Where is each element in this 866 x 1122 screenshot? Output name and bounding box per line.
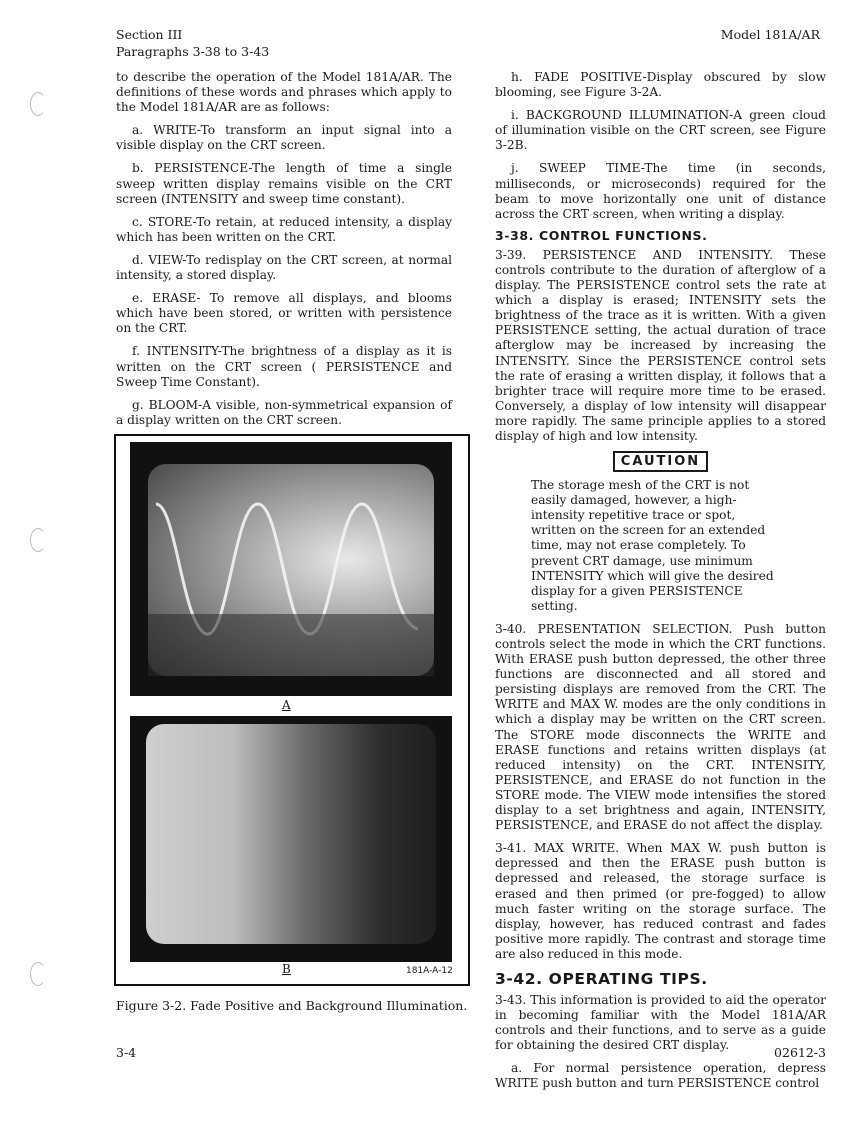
definition-background-illumination: i. BACKGROUND ILLUMINATION-A green cloud of illumination visible on the CRT screen, see Figure 3-2B.	[495, 108, 826, 153]
crt-photo-a	[130, 442, 452, 696]
header-model: Model 181A/AR	[720, 27, 820, 42]
definition-intensity: f. INTENSITY-The brightness of a display as it is written on the CRT screen ( PERSISTENCE and Sweep Time Constant).	[116, 344, 452, 389]
definition-view: d. VIEW-To redisplay on the CRT screen, at normal intensity, a stored display.	[116, 252, 452, 283]
left-column	[116, 70, 452, 428]
definition-sweep-time: j. SWEEP TIME-The time (in seconds, milliseconds, or microseconds) required for the beam to move horizontally one unit of distance across the CRT screen, when writing a display.	[495, 161, 826, 221]
caution-text: The storage mesh of the CRT is not easily damaged, however, a high-intensity repetitive trace or spot, written on the screen for an extended time, may not erase completely. To prevent CRT damage, use minimum INTENSITY which will give the desired display for a given PERSISTENCE setting.	[531, 478, 774, 613]
paragraph-3-41: 3-41. MAX WRITE. When MAX W. push button is depressed and then the ERASE push button is depressed and released, the storage surface is erased and then primed (or pre-fogged) to allow much faster writing on the storage surface. The display, however, has reduced contrast and fades positive more rapidly. The contrast and storage time are also reduced in this mode.	[495, 841, 826, 961]
caution-banner	[495, 450, 826, 472]
figure-code: 181A-A-12	[406, 966, 453, 976]
document-number: 02612-3	[774, 1045, 826, 1060]
definition-bloom: g. BLOOM-A visible, non-symmetrical expansion of a display written on the CRT screen.	[116, 397, 452, 427]
page-number: 3-4	[116, 1045, 137, 1060]
right-column	[495, 70, 826, 1092]
paragraph-3-43: 3-43. This information is provided to aid the operator in becoming familiar with the Model 181A/AR controls and their functions, and to serve as a guide for obtaining the desired CRT display.	[495, 992, 826, 1053]
paragraph-3-40: 3-40. PRESENTATION SELECTION. Push button controls select the mode in which the CRT functions. With ERASE push button depressed, the other three functions are disconnected and all stored and persisting displays are removed from the CRT. The WRITE and MAX W. modes are the only conditions in which a display may be written on the CRT screen. The STORE mode disconnects the WRITE and ERASE functions and retains written displays (at reduced intensity) on the CRT. INTENSITY, PERSISTENCE, and ERASE do not function in the STORE mode. The VIEW mode intensifies the stored display to a set brightness and again, INTENSITY, PERSISTENCE, and ERASE do not affect the display.	[495, 621, 826, 833]
paragraph-3-39: 3-39. PERSISTENCE AND INTENSITY. These controls contribute to the duration of afterglow of a display. The PERSISTENCE control sets the rate at which a display is erased; INTENSITY sets the brightness of the trace as it is written. With a given PERSISTENCE setting, the actual duration of trace afterglow may be increased by increasing the INTENSITY. Since the PERSISTENCE control sets the rate of erasing a written display, it follows that a brighter trace will require more time to be erased. Conversely, a display of low intensity will disappear more rapidly. The same principle applies to a stored display of high and low intensity.	[495, 247, 826, 443]
crt-screen-a	[148, 464, 434, 676]
definition-persistence: b. PERSISTENCE-The length of time a single sweep written display remains visible on the CRT screen (INTENSITY and sweep time constant).	[116, 161, 452, 206]
header-section: Section III	[116, 27, 183, 42]
definition-store: c. STORE-To retain, at reduced intensity, a display which has been written on the CRT.	[116, 214, 452, 244]
caution-label: CAUTION	[613, 451, 708, 472]
binder-hole	[30, 962, 46, 986]
definition-write: a. WRITE-To transform an input signal into a visible display on the CRT screen.	[116, 123, 452, 153]
definition-fade-positive: h. FADE POSITIVE-Display obscured by slow blooming, see Figure 3-2A.	[495, 70, 826, 100]
header-paragraphs: Paragraphs 3-38 to 3-43	[116, 44, 270, 59]
figure-caption: Figure 3-2. Fade Positive and Background Illumination.	[116, 998, 468, 1013]
binder-hole	[30, 92, 46, 116]
crt-photo-b	[130, 716, 452, 962]
sine-trace	[148, 464, 434, 676]
heading-operating-tips: 3-42. OPERATING TIPS.	[495, 969, 708, 988]
figure-label-a: A	[282, 698, 291, 712]
crt-screen-b	[146, 724, 436, 944]
figure-label-b: B	[282, 962, 291, 976]
operating-tip-a: a. For normal persistence operation, depress WRITE push button and turn PERSISTENCE control	[495, 1061, 826, 1091]
binder-hole	[30, 528, 46, 552]
figure-3-2	[114, 434, 470, 986]
intro-paragraph: to describe the operation of the Model 181A/AR. The definitions of these words and phrases which apply to the Model 181A/AR are as follows:	[116, 70, 452, 115]
definition-erase: e. ERASE- To remove all displays, and blooms which have been stored, or written with persistence on the CRT.	[116, 291, 452, 336]
heading-control-functions: 3-38. CONTROL FUNCTIONS.	[495, 227, 708, 243]
